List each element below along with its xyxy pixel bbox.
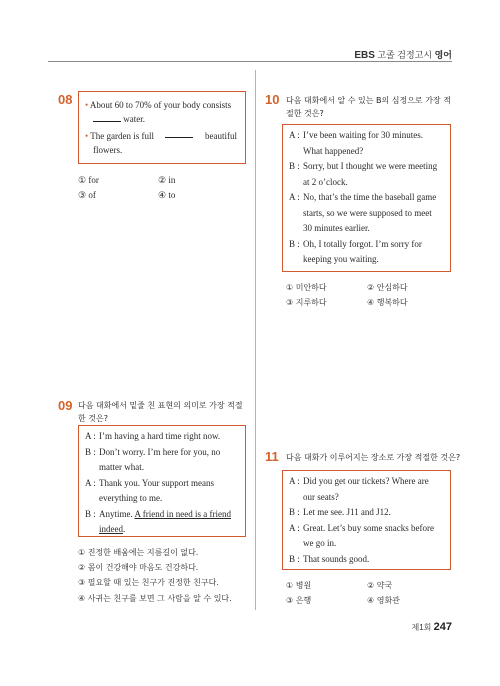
q08-blank-2 [165, 129, 193, 138]
q08-option-4[interactable]: ④ to [158, 190, 176, 200]
q08-option-3[interactable]: ③ of [78, 190, 96, 200]
q09-option-3[interactable]: ③ 필요할 때 있는 친구가 진정한 친구다. [78, 578, 219, 587]
q09-line: indeed. [99, 524, 126, 534]
q11-option-2[interactable]: ② 약국 [367, 581, 393, 590]
column-divider [255, 70, 256, 610]
q10-line: starts, so we were supposed to meet [303, 207, 432, 218]
q10-line: B : Sorry, but I thought we were meeting [289, 161, 438, 171]
subject-label: 영어 [434, 50, 452, 60]
q11-line: A : Did you get our tickets? Where are [289, 476, 429, 486]
q10-line: A : I’ve been waiting for 30 minutes. [289, 130, 423, 140]
q11-option-4[interactable]: ④ 영화관 [367, 596, 400, 605]
q09-dialogue-box [78, 425, 246, 537]
q10-option-2[interactable]: ② 안심하다 [367, 283, 408, 292]
q08-box: • About 60 to 70% of your body consists water. • The garden is full beautiful flowers. [78, 91, 246, 164]
q08-blank-1 [93, 113, 121, 122]
q10-option-1[interactable]: ① 미안하다 [286, 283, 327, 292]
q11-dialogue-box [282, 470, 451, 570]
page-header [354, 48, 452, 61]
q09-number: 09 [58, 398, 73, 413]
q11-number: 11 [265, 449, 279, 464]
q10-line: 30 minutes earlier. [303, 223, 370, 233]
q10-line: What happened? [303, 145, 364, 156]
q11-option-1[interactable]: ① 병원 [286, 581, 312, 590]
q10-option-3[interactable]: ③ 지루하다 [286, 298, 327, 307]
q09-underlined-expression-end: indeed [99, 524, 123, 534]
q11-line: we go in. [303, 538, 337, 548]
q09-underlined-expression: A friend in need is a friend [134, 508, 231, 519]
q09-option-4[interactable]: ④ 사귀는 친구를 보면 그 사람을 알 수 있다. [78, 594, 232, 603]
q08-sentence-1: • About 60 to 70% of your body consists [85, 100, 232, 110]
brand-label: EBS [354, 50, 375, 61]
q09-line: B : Anytime. A friend in need is a friend [85, 508, 231, 519]
q10-line: at 2 o’clock. [303, 176, 348, 187]
q11-line: our seats? [303, 491, 339, 502]
q10-dialogue-box [282, 124, 451, 272]
q09-option-1[interactable]: ① 진정한 배움에는 지름길이 없다. [78, 548, 199, 557]
q08-sentence-2: • The garden is full beautiful [85, 131, 237, 141]
q10-number: 10 [265, 92, 280, 107]
q11-line: A : Great. Let’s buy some snacks before [289, 522, 434, 533]
q09-line: B : Don’t worry. I’m here for you, no [85, 446, 221, 457]
q11-question: 다음 대화가 이루어지는 장소로 가장 적절한 것은? [286, 453, 461, 462]
q11-option-3[interactable]: ③ 은행 [286, 596, 312, 605]
q09-line: A : Thank you. Your support means [85, 477, 214, 488]
page-footer [412, 621, 453, 633]
q09-question: 다음 대화에서 밑줄 친 표현의 의미로 가장 적절 한 것은? [78, 401, 243, 423]
q10-question: 다음 대화에서 알 수 있는 B의 심정으로 가장 적 절한 것은? [286, 96, 451, 118]
q10-line: B : Oh, I totally forgot. I’m sorry for [289, 238, 422, 249]
q11-line: B : Let me see. J11 and J12. [289, 507, 391, 517]
q09-line: matter what. [99, 462, 144, 472]
q08-option-2[interactable]: ② in [158, 175, 176, 185]
q08-number: 08 [58, 92, 73, 107]
round-label: 제1회 [411, 623, 432, 632]
q10-line: A : No, that’s the time the baseball game [289, 192, 437, 202]
page-number: 247 [433, 621, 452, 633]
q08-option-1[interactable]: ① for [78, 175, 99, 185]
q09-line: A : I’m having a hard time right now. [85, 431, 221, 441]
q11-line: B : That sounds good. [289, 553, 370, 564]
series-label: 고졸 검정고시 [377, 50, 433, 60]
header-divider [48, 61, 452, 62]
q10-option-4[interactable]: ④ 행복하다 [367, 298, 408, 307]
q10-line: keeping you waiting. [303, 254, 379, 264]
q09-option-2[interactable]: ② 몸이 건강해야 마음도 건강하다. [78, 563, 199, 572]
q09-line: everything to me. [99, 493, 163, 503]
